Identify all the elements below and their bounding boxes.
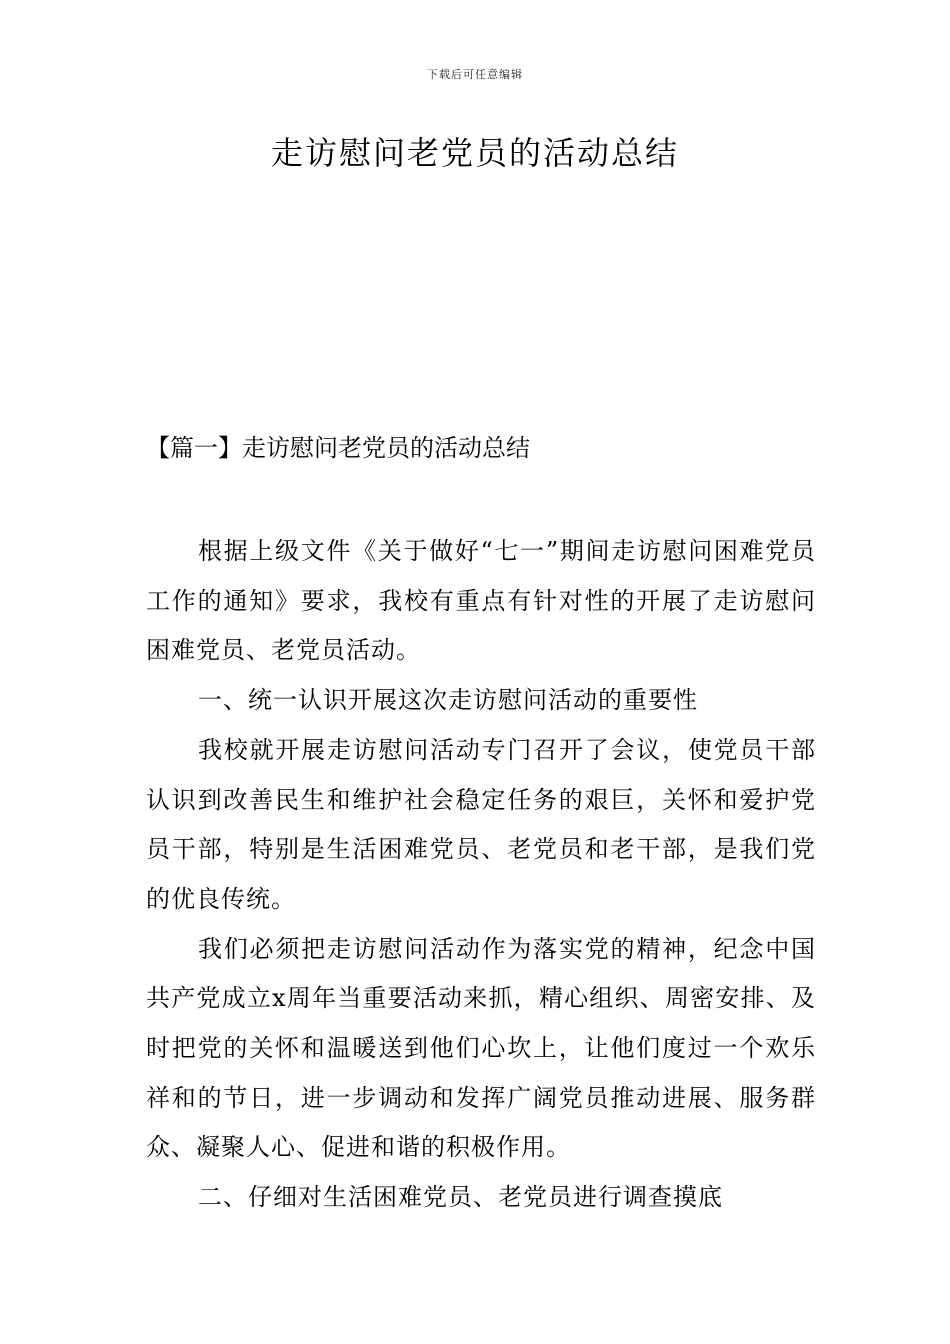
paragraph: 一、统一认识开展这次走访慰问活动的重要性	[198, 686, 698, 715]
paragraph: 根据上级文件《关于做好“七一”期间走访慰问困难党员工作的通知》要求，我校有重点有针对性的开展了走访慰问困难党员、老党员活动。	[146, 537, 816, 665]
paragraph: 我校就开展走访慰问活动专门召开了会议，使党员干部认识到改善民生和维护社会稳定任务的艰巨，关怀和爱护党员干部，特别是生活困难党员、老党员和老干部，是我们党的优良传统。	[146, 735, 816, 913]
document-body	[146, 527, 816, 1223]
paragraph: 二、仔细对生活困难党员、老党员进行调查摸底	[198, 1183, 723, 1212]
document-title: 走访慰问老党员的活动总结	[270, 134, 679, 172]
paragraph: 我们必须把走访慰问活动作为落实党的精神，纪念中国共产党成立x周年当重要活动来抓，精心组织、周密安排、及时把党的关怀和温暖送到他们心坎上，让他们度过一个欢乐祥和的节日，进一步调动和发挥广阔党员推动进展、服务群众、凝聚人心、促进和谐的积极作用。	[146, 934, 816, 1162]
header-note: 下载后可任意编辑	[427, 68, 523, 81]
section-heading: 【篇一】走访慰问老党员的活动总结	[146, 434, 530, 462]
